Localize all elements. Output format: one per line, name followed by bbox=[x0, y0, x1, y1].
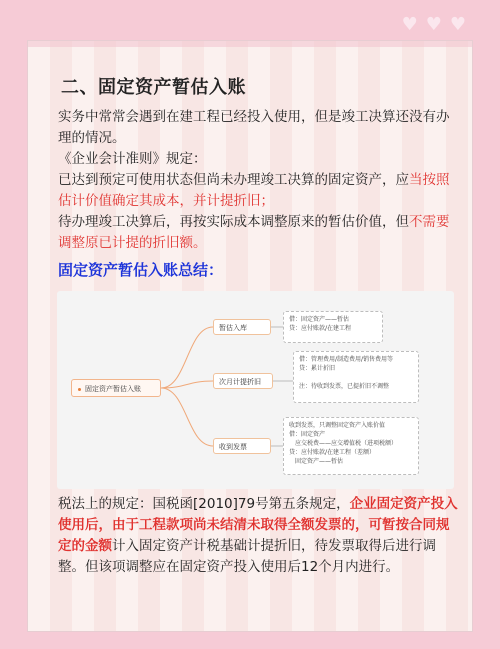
branch-invoice-received: 收到发票 bbox=[213, 438, 271, 454]
heart-icon: ♥ bbox=[425, 14, 442, 35]
mind-map bbox=[57, 291, 454, 489]
mind-map-root: 固定资产暂估入账 bbox=[71, 379, 161, 397]
highlight-text: 企业固定资产投入使用后，由于工程款项尚未结清未取得全额发票的，可暂按合同规定的金额 bbox=[58, 496, 458, 554]
section-title: 二、固定资产暂估入账 bbox=[61, 77, 246, 98]
highlight-text: 不需要调整原已计提的折旧额。 bbox=[58, 214, 450, 251]
heart-icon: ♥ bbox=[449, 14, 466, 35]
decor-hearts bbox=[402, 16, 466, 34]
paragraph-3: 已达到预定可使用状态但尚未办理竣工决算的固定资产，应当按照估计价值确定其成本，并计提折旧； bbox=[58, 172, 450, 209]
leaf-next-month-depreciation: 借：管理费用/制造费用/销售费用等 贷：累计折旧 注：待收到发票，已提折旧不调整 bbox=[293, 351, 419, 403]
paragraph-2: 《企业会计准则》规定： bbox=[58, 151, 207, 167]
leaf-provisional-entry: 借：固定资产——暂估 贷：应付账款/在建工程 bbox=[283, 311, 383, 343]
card-top-bar bbox=[28, 41, 472, 47]
paragraph-4: 待办理竣工决算后，再按实际成本调整原来的暂估价值，但不需要调整原已计提的折旧额。 bbox=[58, 214, 450, 251]
branch-next-month-depreciation: 次月计提折旧 bbox=[213, 373, 273, 389]
heart-icon: ♥ bbox=[401, 14, 418, 35]
leaf-invoice-received: 收到发票，只调整固定资产入账价值 借：固定资产 应交税费——应交增值税（进项税额） 贷：应付账款/在建工程（差额） 固定资产——暂估 bbox=[283, 417, 419, 475]
summary-title: 固定资产暂估入账总结： bbox=[58, 261, 224, 279]
tax-regulation-text: 税法上的规定：国税函[2010]79号第五条规定，企业固定资产投入使用后，由于工程款项尚未结清未取得全额发票的，可暂按合同规定的金额计入固定资产计税基础计提折旧，待发票取得后进行调整。但该项调整应在固定资产投入使用后12个月内进行。 bbox=[58, 496, 458, 575]
highlight-text: 当按照估计价值确定其成本，并计提折旧； bbox=[58, 172, 450, 209]
paragraph-1: 实务中常常会遇到在建工程已经投入使用，但是竣工决算还没有办理的情况。 bbox=[58, 109, 450, 146]
content-card bbox=[27, 40, 473, 632]
intro-text bbox=[58, 107, 456, 254]
branch-provisional-entry: 暂估入库 bbox=[213, 319, 271, 335]
